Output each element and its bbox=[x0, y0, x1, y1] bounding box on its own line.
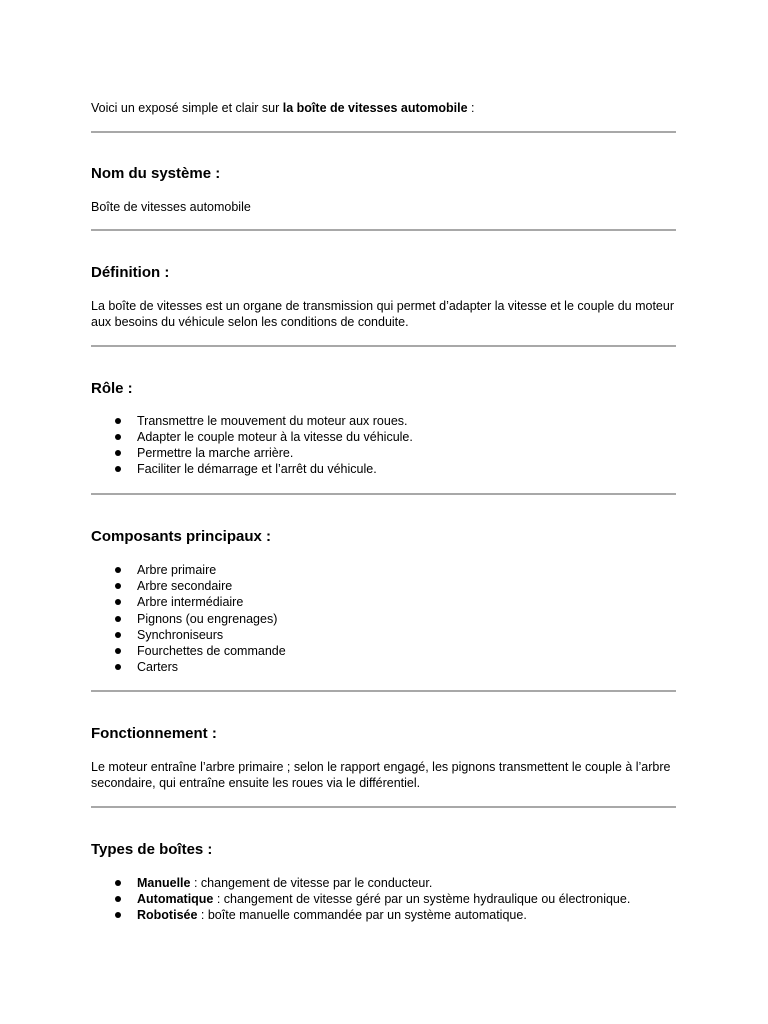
list-item bbox=[91, 429, 676, 445]
heading-fonctionnement: Fonctionnement : bbox=[91, 724, 217, 742]
list-item-text: Adapter le couple moteur à la vitesse du véhicule. bbox=[137, 429, 413, 444]
heading-role: Rôle : bbox=[91, 379, 133, 397]
heading-types: Types de boîtes : bbox=[91, 840, 213, 858]
heading-definition: Définition : bbox=[91, 263, 170, 281]
list-item-text: Faciliter le démarrage et l’arrêt du véhicule. bbox=[137, 462, 377, 477]
fonctionnement-text: Le moteur entraîne l’arbre primaire ; selon le rapport engagé, les pignons transmettent le couple à l’arbre secondaire, qui entraîne ensuite les roues via le différentiel. bbox=[91, 759, 671, 791]
list-item-text: Arbre primaire bbox=[137, 562, 217, 577]
type-desc: : boîte manuelle commandée par un système automatique. bbox=[197, 908, 527, 923]
type-desc: : changement de vitesse géré par un système hydraulique ou électronique. bbox=[213, 892, 631, 907]
list-item bbox=[91, 891, 676, 907]
list-item bbox=[91, 445, 676, 461]
list-item bbox=[91, 627, 676, 643]
document-body bbox=[91, 100, 676, 924]
bullet-icon bbox=[115, 648, 121, 654]
divider bbox=[91, 345, 676, 347]
bullet-icon bbox=[115, 466, 121, 472]
types-list bbox=[91, 875, 676, 924]
list-item-text: Synchroniseurs bbox=[137, 627, 224, 642]
bullet-icon bbox=[115, 896, 121, 902]
list-item bbox=[91, 578, 676, 594]
list-item-text: Transmettre le mouvement du moteur aux roues. bbox=[137, 413, 408, 428]
divider bbox=[91, 806, 676, 808]
divider bbox=[91, 690, 676, 692]
list-item-text: Arbre secondaire bbox=[137, 578, 233, 593]
bullet-icon bbox=[115, 434, 121, 440]
list-item-text: Permettre la marche arrière. bbox=[137, 446, 294, 461]
heading-nom: Nom du système : bbox=[91, 165, 221, 182]
divider bbox=[91, 229, 676, 231]
bullet-icon bbox=[115, 567, 121, 573]
divider bbox=[91, 131, 676, 133]
list-item-text: Carters bbox=[137, 660, 178, 675]
list-item-text: Pignons (ou engrenages) bbox=[137, 611, 278, 626]
list-item bbox=[91, 461, 676, 477]
bullet-icon bbox=[115, 616, 121, 622]
bullet-icon bbox=[115, 632, 121, 638]
list-item bbox=[91, 907, 676, 923]
role-list bbox=[91, 413, 676, 478]
bullet-icon bbox=[115, 418, 121, 424]
divider bbox=[91, 493, 676, 495]
list-item bbox=[91, 643, 676, 659]
intro-suffix: : bbox=[467, 101, 475, 115]
composants-list bbox=[91, 562, 676, 676]
type-term: Robotisée bbox=[137, 908, 198, 923]
bullet-icon bbox=[115, 664, 121, 670]
type-term: Automatique bbox=[137, 892, 214, 907]
intro-prefix: Voici un exposé simple et clair sur bbox=[91, 101, 283, 115]
list-item bbox=[91, 562, 676, 578]
list-item bbox=[91, 875, 676, 891]
list-item bbox=[91, 659, 676, 675]
intro-bold-topic: la boîte de vitesses automobile bbox=[282, 101, 468, 115]
list-item bbox=[91, 594, 676, 610]
list-item-text: Fourchettes de commande bbox=[137, 644, 286, 659]
list-item bbox=[91, 413, 676, 429]
list-item-text: Arbre intermédiaire bbox=[137, 595, 244, 610]
bullet-icon bbox=[115, 599, 121, 605]
nom-text: Boîte de vitesses automobile bbox=[91, 200, 251, 214]
bullet-icon bbox=[115, 450, 121, 456]
list-item bbox=[91, 611, 676, 627]
bullet-icon bbox=[115, 880, 121, 886]
bullet-icon bbox=[115, 912, 121, 918]
definition-text: La boîte de vitesses est un organe de transmission qui permet d’adapter la vitesse et le couple du moteur aux besoins du véhicule selon les conditions de conduite. bbox=[91, 298, 674, 329]
type-desc: : changement de vitesse par le conducteur. bbox=[190, 875, 433, 890]
heading-composants: Composants principaux : bbox=[91, 527, 272, 545]
intro-paragraph bbox=[91, 100, 676, 116]
bullet-icon bbox=[115, 583, 121, 589]
type-term: Manuelle bbox=[137, 875, 191, 890]
